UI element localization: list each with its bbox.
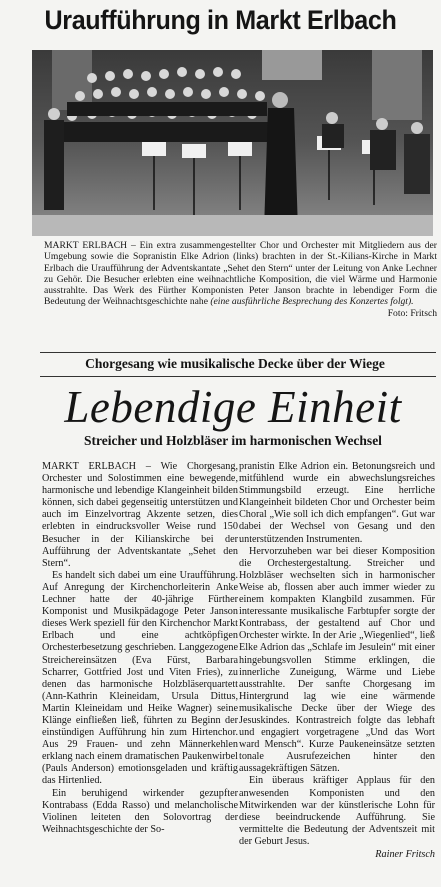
photo-credit: Foto: Fritsch xyxy=(387,307,437,319)
divider-bottom xyxy=(40,376,436,377)
paragraph: MARKT ERLBACH – Wie Chorgesang, Orchester und Solostimmen eine bewegende, harmonische und lebendige Klangeinheit bilden können, sich dabei gegenseitig unterstützen und auch im Einzelvortrag Akzente setzen, dies erlebten in eindrucksvoller Weise rund 150 Besucher in der Kilianskirche bei der Aufführung der Adventskantate „Sehet den Stern“. xyxy=(42,461,238,569)
paragraph: pranistin Elke Adrion ein. Betonungsreich und mitfühlend wurde ein abwechslungsreiches Stimmungsbild erzeugt. Eine herrliche Klangeinheit bildeten Chor und Orchester beim Choral „Wie soll ich dich empfangen“. Gut war dabei der Wechsel von Gesang und den unterstützenden Instrumenten. xyxy=(239,461,435,545)
article-title: Lebendige Einheit xyxy=(64,382,402,432)
concert-photo xyxy=(32,50,433,236)
article-kicker: Chorgesang wie musikalische Decke über der Wiege xyxy=(85,356,385,371)
caption-text: MARKT ERLBACH – Ein extra zusammengestellter Chor und Orchester mit Mitgliedern aus der Umgebung sowie die Sopranistin Elke Adrion (links) brachten in der St.-Kilians-Kirche in Markt Erlbach die Uraufführung der Adventskantate „Sehet den Stern“ unter der Leitung von Anke Lechner zu Gehör. Die Besucher erlebten eine weihnachtliche Komposition, die viel Wärme und Harmonie ausstrahlte. Das Werk des Fürther Komponisten Peter Janson brachte in lebendiger Form die Bedeutung der Weihnachtsgeschichte nahe xyxy=(44,240,437,308)
paragraph: Ein überaus kräftiger Applaus für den anwesenden Komponisten und den Mitwirkenden war der künstlerische Lohn für diese beeindruckende Aufführung. Sie vermittelte die Bedeutung der Adventszeit mit der Geburt Jesus. xyxy=(239,775,435,847)
caption-note: (eine ausführliche Besprechung des Konzertes folgt). xyxy=(210,296,414,308)
headline: Uraufführung in Markt Erlbach xyxy=(44,5,397,35)
divider-top xyxy=(40,352,436,353)
photo-caption xyxy=(44,240,437,319)
concert-photo-icon xyxy=(32,50,433,236)
article-column-left xyxy=(42,461,238,836)
paragraph: Ein beruhigend wirkender gezupfter Kontrabass (Edda Rasso) und melancholische Violinen leiteten den Solovortrag der Weihnachtsgeschichte der So- xyxy=(42,787,238,835)
article-subtitle: Streicher und Holzbläser im harmonischen Wechsel xyxy=(84,433,382,448)
article-column-right xyxy=(239,461,435,861)
paragraph: Hervorzuheben war bei dieser Komposition die Orchestergestaltung. Streicher und Holzbläser wechselten sich in harmonischer Weise ab, flossen aber auch immer wieder zu einem kompakten Klangbild zusammen. Für interessante musikalische Farbtupfer sorgte der Kontrabass, der gestaltend auf Chor und Orchester wirkte. In der Arie „Wiegenlied“, ließ Elke Adrion das „Schlafe im Jesulein“ mit einer hingebungsvollen Stimme erklingen, die innerliche Zuneigung, Wärme und Liebe ausstrahlte. Der sanfte Chorgesang im Hintergrund lag wie eine wärmende musikalische Decke über der Wiege des Jesuskindes. Kontrastreich folgte das lebhaft und engagiert vorgetragene „Und das Wort ward Mensch“. Kurze Paukeneinsätze setzten tonale Ausrufezeichen hinter den aussagekräftigen Sätzen. xyxy=(239,545,435,775)
author-byline: Rainer Fritsch xyxy=(375,849,435,860)
paragraph: Es handelt sich dabei um eine Uraufführung. Auf Anregung der Kirchenchorleiterin Anke Lechner hatte der 40-jährige Fürther Komponist und Musikpädagoge Peter Janson dieses Werk speziell für den Kirchenchor Markt Erlbach und eine achtköpfigen Orchesterbesetzung geschrieben. Langgezogene Streichereinsätzen (Eva Fürst, Barbara Scharrer, Gottfried Jost und Viten Fries), zu denen das harmonische Holzbläserquartett (Ann-Kathrin Kleineidam, Ursula Dittus, Martin Kleineidam und Heike Wagner) seine Klänge einfließen ließ, führten zu Beginn der einstündigen Aufführung hin zum Hirtenchor. Aus 29 Frauen- und zehn Männerkehlen erklang nach einem dramatischen Paukenwirbel (Pauls Anderson) emotionsgeladen und kräftig das Hirtenlied. xyxy=(42,569,239,787)
